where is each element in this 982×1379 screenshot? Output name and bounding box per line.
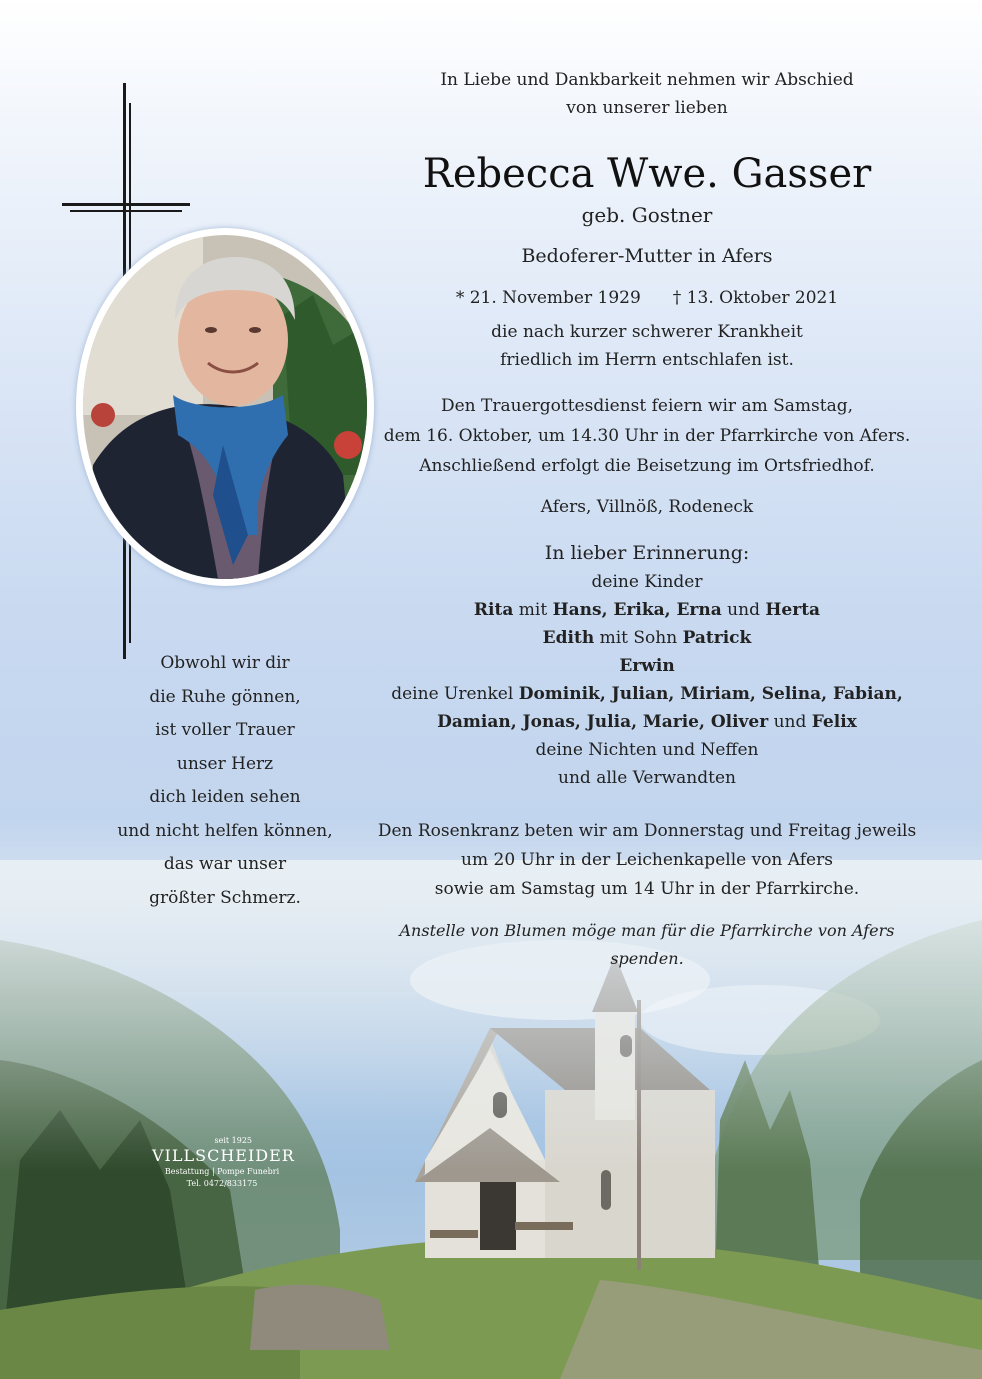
death-text [400,318,894,374]
logo-since: seit 1925 [214,1136,252,1145]
rosary-line: sowie am Samstag um 14 Uhr in der Pfarrkirche. [434,879,860,899]
service-line: dem 16. Oktober, um 14.30 Uhr in der Pfarrkirche von Afers. [383,426,911,446]
family-line: deine Nichten und Neffen [535,740,759,760]
poem-line: dich leiden sehen [149,787,301,807]
life-dates [400,284,894,312]
poem-line: ist voller Trauer [155,720,295,740]
family-line: deine Urenkel Dominik, Julian, Miriam, Selina, Fabian, [391,684,903,704]
logo-phone: Tel. 0472/833175 [186,1179,258,1188]
poem-line: das war unser [163,854,287,874]
intro-line: In Liebe und Dankbarkeit nehmen wir Abschied [440,70,854,90]
service-line: Den Trauergottesdienst feiern wir am Samstag, [440,396,854,416]
family-line: Damian, Jonas, Julia, Marie, Oliver und Felix [437,712,857,732]
cross-horizontal-bar [62,203,190,206]
family-line: und alle Verwandten [558,768,736,788]
rosary-text [372,817,922,904]
family-line: Rita mit Hans, Erika, Erna und Herta [473,600,821,620]
rosary-line: Den Rosenkranz beten wir am Donnerstag und Freitag jeweils [377,821,917,841]
poem-line: Obwohl wir dir [160,653,290,673]
death-line: friedlich im Herrn entschlafen ist. [500,350,794,370]
poem-line: und nicht helfen können, [117,820,333,841]
cross-horizontal-thin-bar [70,210,182,212]
rosary-line: um 20 Uhr in der Leichenkapelle von Afers [461,850,833,870]
funeral-service-text [372,391,922,481]
deceased-role: Bedoferer-Mutter in Afers [521,245,773,267]
deceased-name: Rebecca Wwe. Gasser [422,151,872,197]
death-date: † 13. Oktober 2021 [672,288,839,308]
intro-line: von unserer lieben [566,98,728,118]
poem-line: unser Herz [176,753,274,774]
family-line: Erwin [619,656,675,676]
remembrance-section [372,538,922,792]
poem-line: größter Schmerz. [149,887,301,908]
logo-subtitle: Bestattung | Pompe Funebri [164,1167,280,1176]
places: Afers, Villnöß, Rodeneck [540,497,754,517]
service-line: Anschließend erfolgt die Beisetzung im Ortsfriedhof. [419,456,875,476]
poem-line: die Ruhe gönnen, [149,686,301,707]
death-line: die nach kurzer schwerer Krankheit [491,322,803,342]
remembrance-header: In lieber Erinnerung: [544,542,750,564]
poem [100,647,350,915]
logo-brand: VILLSCHEIDER [152,1146,295,1165]
family-line: Edith mit Sohn Patrick [542,628,752,648]
donation-note: Anstelle von Blumen möge man für die Pfarrkirche von Afers spenden. [399,921,895,968]
maiden-name: geb. Gostner [581,203,713,227]
intro-text [400,66,894,122]
children-label: deine Kinder [591,572,703,592]
birth-date: * 21. November 1929 [455,288,641,308]
funeral-home-logo [152,1136,295,1190]
portrait-photo [76,228,374,586]
